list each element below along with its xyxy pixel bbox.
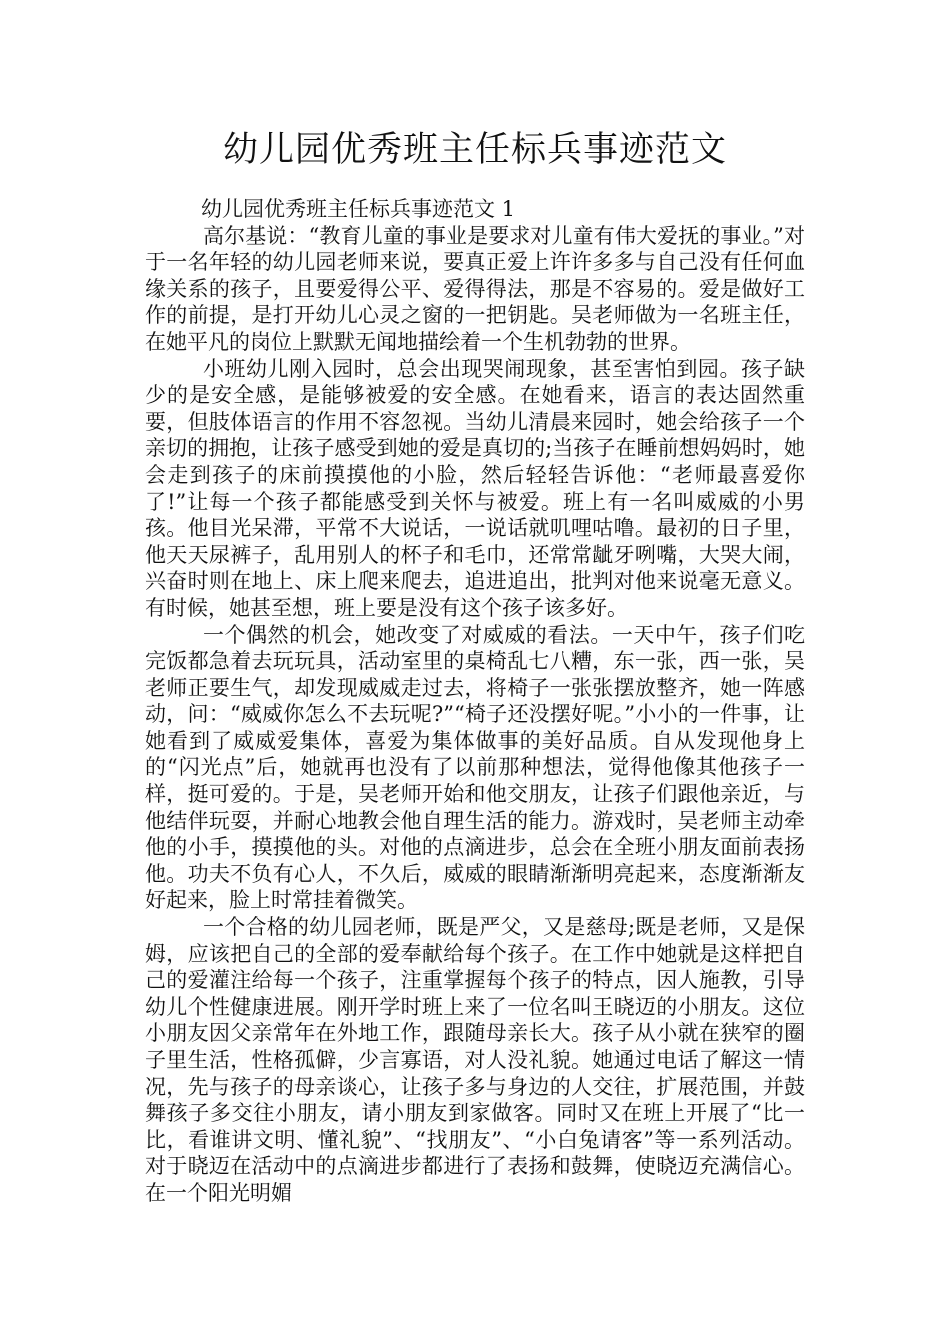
document-title: 幼儿园优秀班主任标兵事迹范文 <box>222 130 727 170</box>
paragraph: 一个合格的幼儿园老师，既是严父，又是慈母;既是老师，又是保姆，应该把自己的全部的爱奉献给每个孩子。在工作中她就是这样把自己的爱灌注给每一个孩子，注重掌握每个孩子的特点，因人施教，引导幼儿个性健康进展。刚开学时班上来了一位名叫王晓迈的小朋友。这位小朋友因父亲常年在外地工作，跟随母亲长大。孩子从小就在狭窄的圈子里生活，性格孤僻，少言寡语，对人没礼貌。她通过电话了解这一情况，先与孩子的母亲谈心，让孩子多与身边的人交往，扩展范围，并鼓舞孩子多交往小朋友，请小朋友到家做客。同时又在班上开展了“比一比，看谁讲文明、懂礼貌”、“找朋友”、“小白兔请客”等一系列活动。对于晓迈在活动中的点滴进步都进行了表扬和鼓舞，使晓迈充满信心。在一个阳光明媚 <box>145 915 805 1205</box>
paragraph: 高尔基说：“教育儿童的事业是要求对儿童有伟大爱抚的事业。”对于一名年轻的幼儿园老师来说，要真正爱上许许多多与自己没有任何血缘关系的孩子，且要爱得公平、爱得得法，那是不容易的。爱是做好工作的前提，是打开幼儿心灵之窗的一把钥匙。吴老师做为一名班主任，在她平凡的岗位上默默无闻地描绘着一个生机勃勃的世界。 <box>145 223 805 354</box>
section-heading: 幼儿园优秀班主任标兵事迹范文 1 <box>201 197 516 221</box>
paragraph: 一个偶然的机会，她改变了对威威的看法。一天中午，孩子们吃完饭都急着去玩玩具，活动室里的桌椅乱七八糟，东一张，西一张，吴老师正要生气，却发现威威走过去，将椅子一张张摆放整齐，她一阵感动，问：“威威你怎么不去玩呢?”“椅子还没摆好呢。”小小的一件事，让她看到了威威爱集体，喜爱为集体做事的美好品质。自从发现他身上的“闪光点”后，她就再也没有了以前那种想法，觉得他像其他孩子一样，挺可爱的。于是，吴老师开始和他交朋友，让孩子们跟他亲近，与他结伴玩耍，并耐心地教会他自理生活的能力。游戏时，吴老师主动牵他的小手，摸摸他的头。对他的点滴进步，总会在全班小朋友面前表扬他。功夫不负有心人，不久后，威威的眼睛渐渐明亮起来，态度渐渐友好起来，脸上时常挂着微笑。 <box>145 622 805 913</box>
paragraph: 小班幼儿刚入园时，总会出现哭闹现象，甚至害怕到园。孩子缺少的是安全感，是能够被爱的安全感。在她看来，语言的表达固然重要，但肢体语言的作用不容忽视。当幼儿清晨来园时，她会给孩子一个亲切的拥抱，让孩子感受到她的爱是真切的;当孩子在睡前想妈妈时，她会走到孩子的床前摸摸他的小脸，然后轻轻告诉他：“老师最喜爱你了!”让每一个孩子都能感受到关怀与被爱。班上有一名叫威威的小男孩。他目光呆滞，平常不大说话，一说话就叽哩咕噜。最初的日子里，他天天尿裤子，乱用别人的杯子和毛巾，还常常龇牙咧嘴，大哭大闹，兴奋时则在地上、床上爬来爬去，追进追出，批判对他来说毫无意义。有时候，她甚至想，班上要是没有这个孩子该多好。 <box>145 356 805 620</box>
document-body <box>145 196 805 1207</box>
